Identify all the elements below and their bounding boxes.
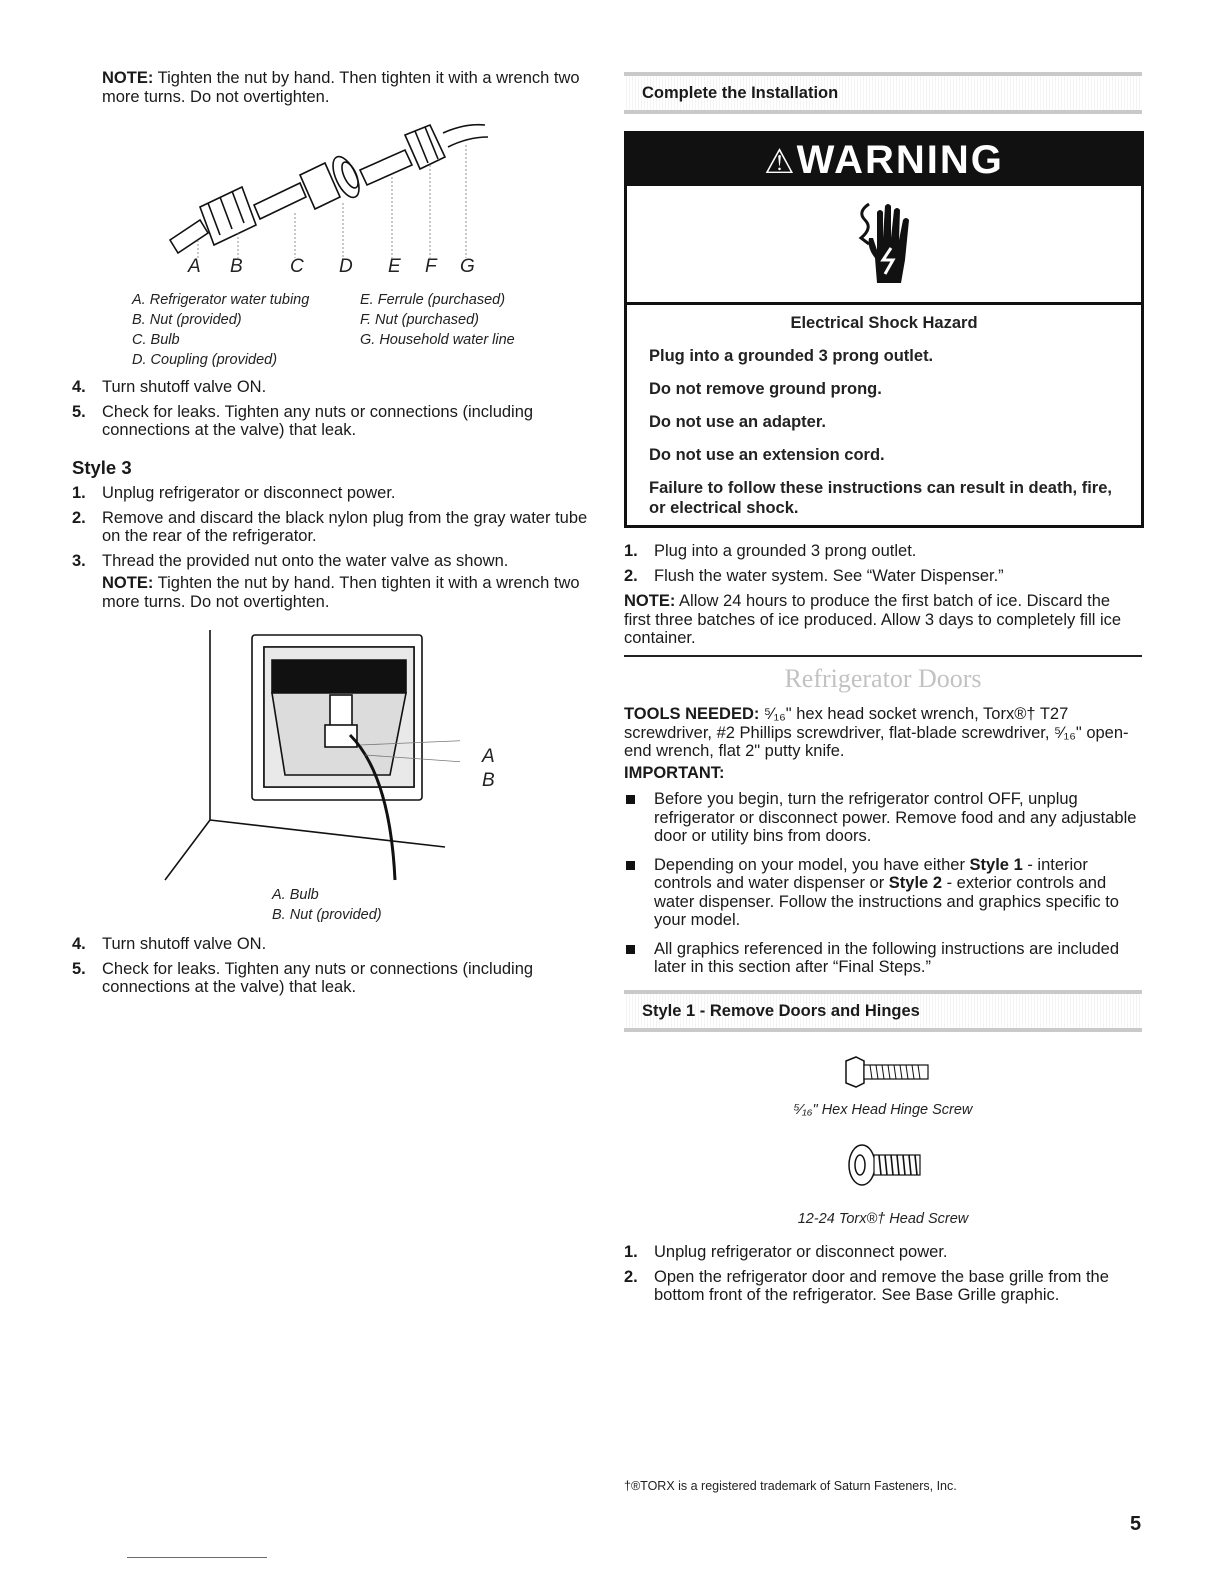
warning-line: Do not use an extension cord. [649,446,885,464]
caption-g: G. Household water line [360,332,515,348]
caption-nut: B. Nut (provided) [272,907,382,923]
list-item: 1. Plug into a grounded 3 prong outlet. [624,542,917,560]
warning-line: Do not use an adapter. [649,413,826,431]
hazard-title: Electrical Shock Hazard [790,314,978,332]
style1-heading: Style 1 - Remove Doors and Hinges [624,990,1142,1032]
list-item: 1. Unplug refrigerator or disconnect power. [72,484,396,502]
warning-line: Do not remove ground prong. [649,380,882,398]
bottom-rule [127,1557,267,1558]
warning-header: ⚠WARNING [627,134,1141,186]
caption-c: C. Bulb [132,332,180,348]
list-item: Depending on your model, you have either Style 1 - interior controls and water dispenser or Style 2 - exterior controls and water dispenser. Follow the instructions and graphics specific to your model. [624,856,1140,930]
section-divider [624,655,1142,657]
list-item: 2. Open the refrigerator door and remove the base grille from the bottom front of the refrigerator. See Base Grille graphic. [624,1267,1109,1304]
note-text: Tighten the nut by hand. Then tighten it with a wrench two more turns. Do not overtighten. [102,69,580,106]
fig2-letter-b: B [482,770,495,791]
fig1-letter-f: F [425,256,437,277]
list-item: 4. Turn shutoff valve ON. [72,935,267,953]
caption-b: B. Nut (provided) [132,312,242,328]
fig1-letter-c: C [290,256,304,277]
steps-list-b [72,935,592,1003]
list-item: 5. Check for leaks. Tighten any nuts or connections (including connections at the valve) that leak. [72,959,534,996]
note-ice: NOTE: Allow 24 hours to produce the first batch of ice. Discard the first three batches of ice produced. Allow 3 days to completely fill ice container. [624,592,1122,647]
fig1-captions-right [360,290,590,350]
fig1-letter-b: B [230,256,243,277]
caption-a: A. Refrigerator water tubing [132,292,310,308]
warning-triangle-icon: ⚠ [764,143,797,181]
important-bullets [624,790,1140,987]
note-label: NOTE: [102,69,154,87]
list-item: 2. Flush the water system. See “Water Dispenser.” [624,566,1004,585]
fig1-letter-a: A [188,256,201,277]
torx-screw-caption: 12-24 Torx®† Head Screw [797,1211,969,1227]
caption-bulb: A. Bulb [272,887,319,903]
bullet-square-icon [626,861,635,870]
list-item: Before you begin, turn the refrigerator control OFF, unplug refrigerator or disconnect power. Remove food and any adjustable door or utility bins from doors. [624,790,1140,846]
caption-f: F. Nut (purchased) [360,312,480,328]
bullet-square-icon [626,945,635,954]
list-item: 4. Turn shutoff valve ON. [72,378,267,396]
caption-e: E. Ferrule (purchased) [360,292,506,308]
refrigerator-doors-title: Refrigerator Doors [784,664,982,693]
fig1-letter-e: E [388,256,401,277]
install-steps [624,542,1140,591]
water-valve-illustration [160,625,460,885]
style1-steps [624,1243,1140,1311]
note-tighten-2: NOTE: Tighten the nut by hand. Then tighten it with a wrench two more turns. Do not overtighten. [102,574,580,611]
style3-heading: Style 3 [72,457,132,478]
list-item: 1. Unplug refrigerator or disconnect power. [624,1243,948,1261]
list-item: 3. Thread the provided nut onto the water valve as shown. [72,551,509,570]
fig1-captions-left [132,290,357,370]
list-item: 2. Remove and discard the black nylon plug from the gray water tube on the rear of the refrigerator. [72,508,588,545]
tools-needed: TOOLS NEEDED: ⁵⁄₁₆" hex head socket wrench, Torx®† T27 screwdriver, #2 Phillips screwdriver, flat-blade screwdriver, ⁵⁄₁₆" open-end wrench, flat 2" putty knife. [624,705,1129,760]
important-label: IMPORTANT: [624,764,725,782]
fig2-letter-a: A [482,746,495,767]
trademark-footnote: †®TORX is a registered trademark of Saturn Fasteners, Inc. [624,1479,957,1493]
fig1-letter-g: G [460,256,475,277]
warning-text [627,305,1141,530]
list-item: 5. Check for leaks. Tighten any nuts or connections (including connections at the valve) that leak. [72,402,534,439]
warning-line: Failure to follow these instructions can result in death, fire, or electrical shock. [649,479,1112,517]
note-tighten-1 [102,69,592,106]
bullet-square-icon [626,795,635,804]
steps-list-a [72,378,592,446]
fig2-captions [272,885,492,925]
page-number: 5 [1130,1513,1142,1535]
electric-shock-hand-icon [847,198,919,288]
hex-head-screw-icon [842,1055,932,1089]
warning-box [624,131,1144,528]
list-item: All graphics referenced in the following instructions are included later in this section after “Final Steps.” [624,940,1140,977]
caption-d: D. Coupling (provided) [132,352,278,368]
complete-installation-heading: Complete the Installation [624,72,1142,114]
warning-line: Plug into a grounded 3 prong outlet. [649,347,934,365]
torx-head-screw-icon [846,1143,926,1187]
style3-steps [72,484,592,576]
hex-screw-caption: ⁵⁄₁₆" Hex Head Hinge Screw [793,1102,973,1118]
fig1-letter-d: D [339,256,353,277]
fitting-assembly-illustration [160,115,500,265]
shock-pictogram-area [627,186,1141,305]
